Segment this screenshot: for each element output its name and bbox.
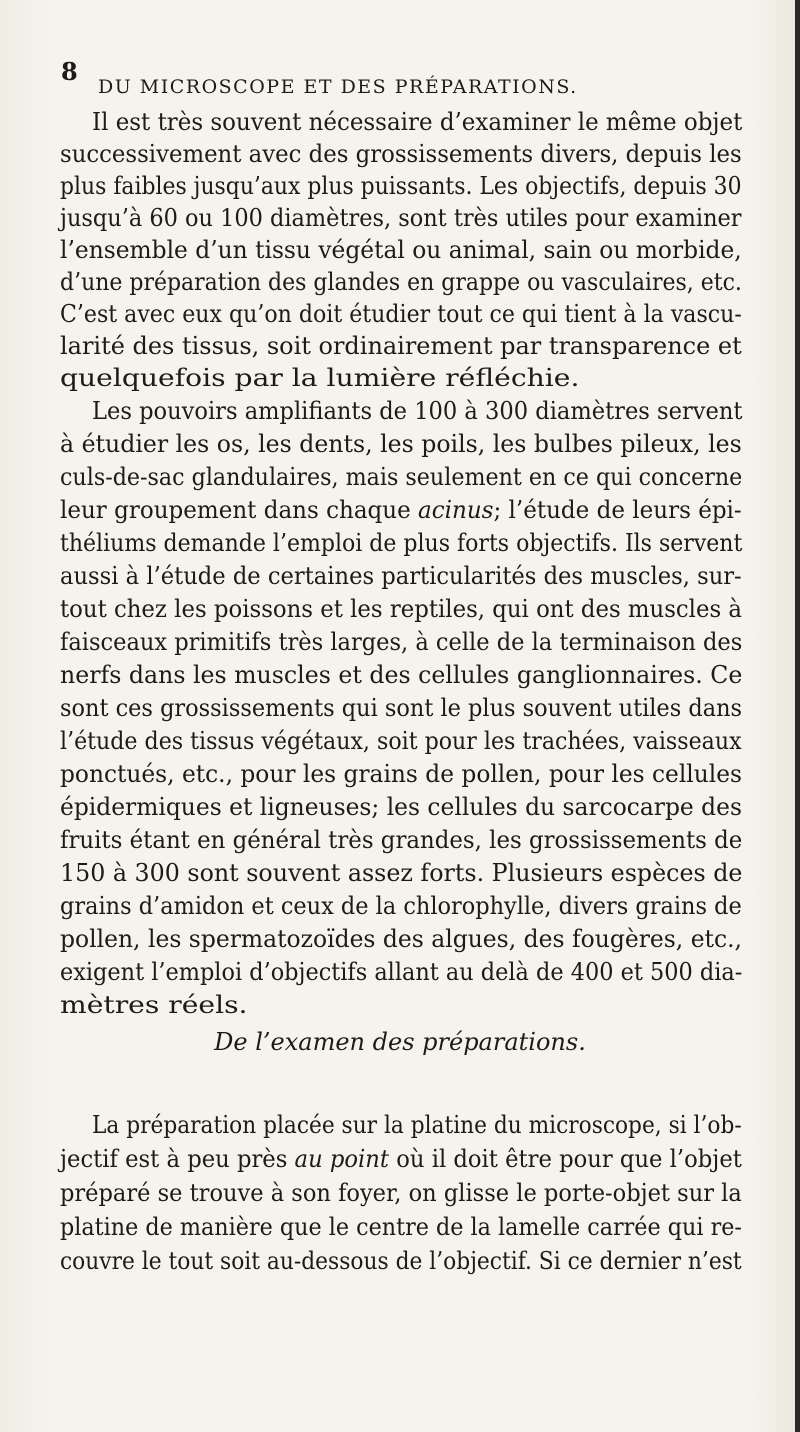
text-line: théliums demande l’emploi de plus forts objectifs. Ils servent — [60, 528, 743, 557]
text-line: 150 à 300 sont souvent assez forts. Plusieurs espèces de — [60, 858, 743, 887]
text-fragment: jectif est à peu près — [60, 1144, 295, 1173]
text-line: La préparation placée sur la platine du microscope, si l’ob- — [92, 1110, 742, 1139]
text-line: couvre le tout soit au-dessous de l’objectif. Si ce dernier n’est — [60, 1246, 742, 1275]
running-head: DU MICROSCOPE ET DES PRÉPARATIONS. — [98, 76, 578, 98]
text-line: culs-de-sac glandulaires, mais seulement en ce qui concerne — [60, 462, 743, 491]
text-line: épidermiques et ligneuses; les cellules du sarcocarpe des — [60, 792, 742, 821]
text-line: larité des tissus, soit ordinairement par transparence et — [60, 331, 742, 360]
text-line — [60, 495, 742, 525]
text-line: préparé se trouve à son foyer, on glisse le porte-objet sur la — [60, 1178, 742, 1207]
text-line: tout chez les poissons et les reptiles, qui ont des muscles à — [60, 594, 742, 623]
text-line: aussi à l’étude de certaines particularités des muscles, sur- — [60, 561, 742, 590]
text-line: faisceaux primitifs très larges, à celle de la terminaison des — [60, 627, 743, 656]
text-fragment: où il doit être pour que l’objet — [389, 1144, 742, 1173]
text-line: jusqu’à 60 ou 100 diamètres, sont très utiles pour examiner — [60, 203, 742, 232]
text-line: C’est avec eux qu’on doit étudier tout ce qui tient à la vascu- — [60, 299, 742, 328]
text-line: successivement avec des grossissements divers, depuis les — [60, 139, 742, 168]
text-line: pollen, les spermatozoïdes des algues, des fougères, etc., — [60, 924, 742, 953]
italic-term: au point — [294, 1144, 390, 1173]
text-fragment: leur groupement dans chaque — [60, 495, 419, 524]
page-number: 8 — [61, 57, 78, 86]
section-heading: De l’examen des préparations. — [214, 1028, 586, 1056]
page-edge-shadow — [795, 0, 800, 1432]
text-line: ponctués, etc., pour les grains de pollen, pour les cellules — [60, 759, 742, 788]
text-line: d’une préparation des glandes en grappe ou vasculaires, etc. — [60, 267, 742, 296]
text-fragment: ; l’étude de leurs épi- — [493, 495, 742, 524]
text-line: l’ensemble d’un tissu végétal ou animal, sain ou morbide, — [60, 235, 742, 264]
text-line: à étudier les os, les dents, les poils, les bulbes pileux, les — [60, 429, 742, 458]
text-line: plus faibles jusqu’aux plus puissants. Les objectifs, depuis 30 — [60, 171, 742, 200]
text-line: grains d’amidon et ceux de la chlorophylle, divers grains de — [60, 891, 742, 920]
text-line — [60, 1144, 742, 1174]
text-line: fruits étant en général très grandes, les grossissements de — [60, 825, 743, 854]
text-line: quelquefois par la lumière réfléchie. — [60, 363, 580, 392]
text-line: l’étude des tissus végétaux, soit pour les trachées, vaisseaux — [60, 726, 742, 755]
text-line: Les pouvoirs amplifiants de 100 à 300 diamètres servent — [92, 396, 743, 425]
text-line: Il est très souvent nécessaire d’examiner le même objet — [92, 107, 743, 136]
text-line: mètres réels. — [60, 990, 248, 1019]
text-line: exigent l’emploi d’objectifs allant au delà de 400 et 500 dia- — [60, 957, 743, 986]
text-line: platine de manière que le centre de la lamelle carrée qui re- — [60, 1212, 742, 1241]
italic-term: acinus — [418, 495, 494, 524]
text-line: sont ces grossissements qui sont le plus souvent utiles dans — [60, 693, 743, 722]
text-line: nerfs dans les muscles et des cellules ganglionnaires. Ce — [60, 660, 743, 689]
